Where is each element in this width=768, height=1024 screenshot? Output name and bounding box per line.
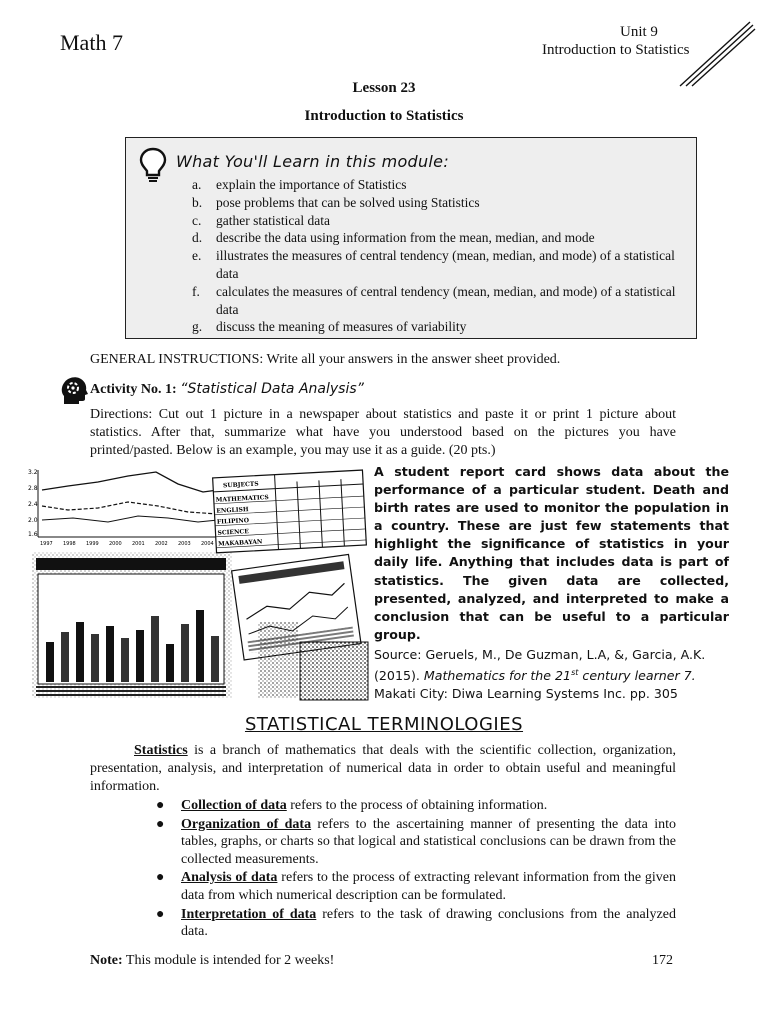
picture-bar [121, 638, 129, 682]
source-suffix: Makati City: Diwa Learning Systems Inc. pp. 305 [374, 686, 678, 702]
example-source-citation [374, 646, 729, 702]
y-tick-label: 1.6 [28, 531, 38, 538]
example-summary-text: A student report card shows data about the performance of a particular student. Death and birth rates are used to monitor the population in a country. These are just few statements that highlight the significance of statistics in your daily life. Anything that includes data is part of statistics. The given data are collected, presented, analyzed, and interpreted to make a conclusion that can be useful to a particular group. [374, 464, 729, 642]
objectives-list [192, 176, 692, 336]
unit-title: Introduction to Statistics [542, 42, 690, 58]
table-subject-label: FILIPINO [216, 517, 250, 526]
picture-bar [91, 634, 99, 682]
term-description [181, 869, 676, 904]
objective-text: discuss the meaning of measures of variability [216, 319, 467, 335]
activity-heading [90, 381, 364, 398]
objective-item [192, 318, 692, 336]
activity-label: Activity No. 1: [90, 382, 177, 397]
y-tick-label: 2.8 [28, 485, 38, 492]
objective-item [192, 176, 692, 194]
lesson-number: Lesson 23 [352, 80, 416, 96]
picture-bar [61, 632, 69, 682]
picture-bar [46, 642, 54, 682]
term-name: Organization of data [181, 816, 312, 832]
table-subject-label: MAKABAYAN [217, 538, 263, 548]
objective-letter: g. [192, 319, 203, 335]
subject-title: Math 7 [60, 30, 123, 55]
objective-text: illustrates the measures of central tendency (mean, median, and mode) of a statistical data [216, 248, 675, 281]
source-title [424, 668, 696, 683]
objective-item [192, 212, 692, 230]
objective-letter: f. [192, 283, 200, 299]
x-tick-label: 1997 [40, 541, 53, 547]
objective-letter: c. [192, 212, 202, 228]
report-card-table [213, 470, 367, 553]
note-text: This module is intended for 2 weeks! [122, 953, 335, 968]
activity-directions: Directions: Cut out 1 picture in a newspaper about statistics and paste it or print 1 picture about statistics. After that, summarize what have you understood based on the pictures you have printed/pasted. Below is an example, you may use it as a guide. (20 pts.) [90, 407, 676, 458]
picture-bar [211, 636, 219, 682]
objective-item [192, 229, 692, 247]
picture-bar [181, 624, 189, 682]
picture-bar [151, 616, 159, 682]
picture-bar [106, 626, 114, 682]
x-tick-label: 2000 [109, 541, 122, 547]
source-prefix: Source: Geruels, M., De Guzman, L.A, &, Garcia, A.K. (2015). [374, 647, 706, 684]
note-label: Note: [90, 953, 123, 968]
unit-label: Unit 9 [620, 24, 658, 40]
objective-item [192, 247, 692, 283]
table-subject-label: ENGLISH [216, 506, 249, 515]
statistics-definition [90, 742, 676, 796]
objective-letter: b. [192, 194, 203, 210]
bullet-icon: ● [156, 816, 165, 832]
page-number: 172 [652, 953, 673, 968]
picture-bar [76, 622, 84, 682]
term-description [181, 816, 676, 869]
statistics-definition-text: is a branch of mathematics that deals with the scientific collection, organization, presentation, analysis, and interpretation of numerical data in order to obtain useful and meaningful information. [90, 743, 676, 794]
y-tick-label: 3.2 [28, 469, 38, 476]
picture-bar [196, 610, 204, 682]
statistics-term: Statistics [134, 743, 188, 758]
objective-text: calculates the measures of central tendency (mean, median, and mode) of a statistical data [216, 283, 676, 317]
bullet-icon: ● [156, 870, 165, 886]
x-tick-label: 2003 [178, 541, 191, 547]
source-title-part: Mathematics for the 21 [423, 668, 572, 684]
term-definition: refers to the ascertaining manner of presenting the data into tables, graphs, or charts so that logical and statistical conclusions can be drawn from the collected measurements. [181, 816, 676, 867]
objective-item [192, 283, 692, 319]
objective-letter: e. [192, 248, 202, 264]
y-tick-label: 2.4 [28, 501, 38, 508]
table-header: SUBJECTS [222, 480, 259, 490]
footer-note [90, 953, 334, 969]
bullet-icon: ● [156, 798, 165, 813]
objective-letter: d. [192, 230, 203, 246]
objective-letter: a. [192, 177, 202, 192]
objective-text: explain the importance of Statistics [216, 177, 407, 192]
picture-bar [166, 644, 174, 682]
term-definition: refers to the task of drawing conclusions from the analyzed data. [181, 906, 676, 940]
term-list-item [156, 797, 676, 815]
general-instructions: GENERAL INSTRUCTIONS: Write all your answers in the answer sheet provided. [90, 352, 561, 367]
x-tick-label: 2002 [155, 541, 168, 547]
x-tick-label: 2001 [132, 541, 145, 547]
picture-bar [136, 630, 144, 682]
y-tick-label: 2.0 [28, 517, 38, 524]
x-tick-label: 1999 [86, 541, 99, 547]
term-name: Analysis of data [181, 870, 278, 886]
objective-item [192, 194, 692, 212]
term-definition: refers to the process of extracting relevant information from the given data from which numerical description can be formulated. [181, 870, 677, 903]
term-list-item [156, 906, 676, 941]
table-subject-label: MATHEMATICS [215, 494, 269, 504]
terms-list [156, 797, 676, 942]
lesson-title: Introduction to Statistics [304, 108, 464, 124]
x-tick-label: 1998 [63, 541, 76, 547]
objective-text: gather statistical data [216, 212, 330, 228]
term-definition: refers to the process of obtaining information. [286, 798, 548, 813]
term-list-item [156, 869, 676, 904]
source-title-superscript: st [571, 668, 579, 678]
bullet-icon: ● [156, 906, 165, 922]
term-list-item [156, 816, 676, 869]
term-description [181, 906, 676, 941]
newspaper-statistics-picture [28, 462, 370, 702]
lightbulb-icon [138, 146, 168, 184]
table-subject-label: SCIENCE [217, 528, 250, 537]
bar-chart-clipping [32, 552, 232, 698]
term-name: Interpretation of data [181, 906, 317, 922]
source-title-part: century learner 7. [578, 668, 696, 684]
objective-text: pose problems that can be solved using Statistics [216, 194, 480, 210]
term-name: Collection of data [181, 798, 287, 813]
thinking-head-icon [60, 376, 88, 406]
x-tick-label: 2004 [201, 541, 214, 547]
objectives-heading: What You'll Learn in this module: [176, 152, 450, 171]
activity-title: “Statistical Data Analysis” [180, 381, 364, 397]
term-description [181, 797, 676, 815]
objective-text: describe the data using information from the mean, median, and mode [216, 230, 595, 246]
terminologies-heading: STATISTICAL TERMINOLOGIES [244, 714, 524, 735]
